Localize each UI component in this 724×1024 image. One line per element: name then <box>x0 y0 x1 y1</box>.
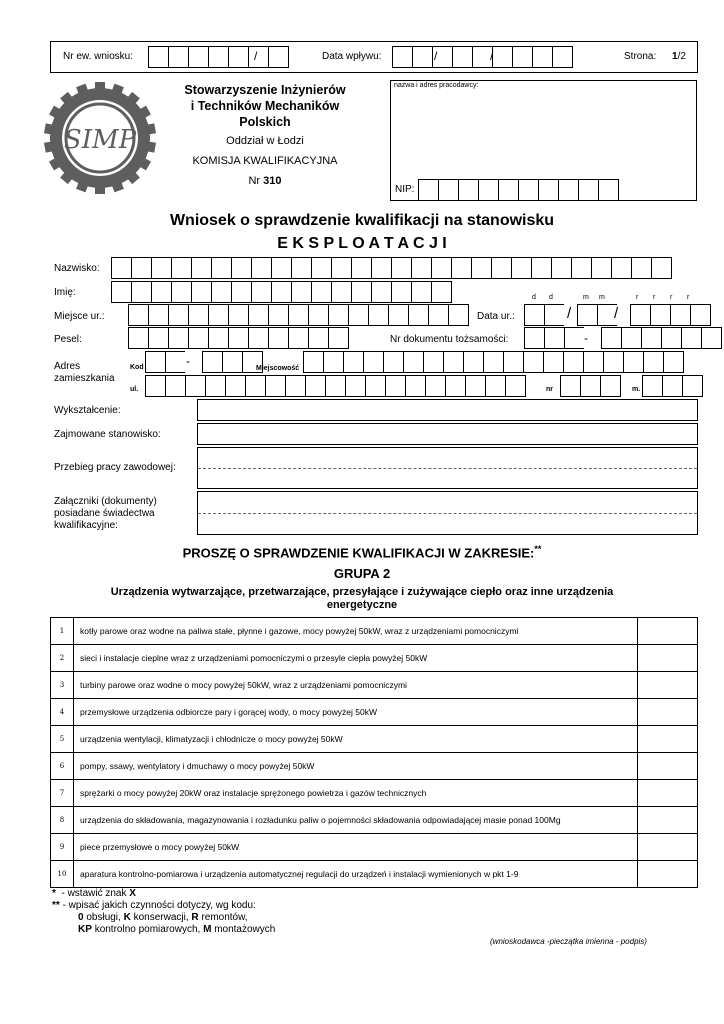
signature-caption: (wnioskodawca -pieczątka imienna - podpis) <box>490 937 647 946</box>
position-label: Zajmowane stanowisko: <box>54 429 161 440</box>
note-1-text: - wstawić znak <box>61 888 127 899</box>
education-label: Wykształcenie: <box>54 405 121 416</box>
education-field[interactable] <box>197 399 698 421</box>
scope-row <box>51 861 698 888</box>
scope-row <box>51 834 698 861</box>
page-current: 1 <box>672 51 678 62</box>
note-2 <box>52 900 256 911</box>
code-r: R <box>191 912 199 923</box>
scope-row-text: sieci i instalacje cieplne wraz z urządzeniami pomocniczymi o przesyle ciepła powyżej 50kW <box>74 645 638 672</box>
scope-row-mark-field[interactable] <box>638 726 698 753</box>
address-label-2: zamieszkania <box>54 373 115 384</box>
city-cells[interactable] <box>303 351 683 373</box>
page-number <box>672 51 686 62</box>
document-number-cells[interactable] <box>524 327 721 349</box>
career-divider <box>198 468 697 469</box>
scope-row-number: 2 <box>51 645 74 672</box>
group-subtitle-1: Urządzenia wytwarzające, przetwarzające, przesyłające i zużywające ciepło oraz inne urządzenia <box>110 586 614 598</box>
code-k-text: konserwacji, <box>133 912 189 923</box>
employer-label: nazwa i adres pracodawcy: <box>394 82 479 89</box>
flat-number-label: m. <box>632 386 641 393</box>
scope-heading-text: PROSZĘ O SPRAWDZENIE KWALIFIKACJI W ZAKRESIE: <box>182 545 535 561</box>
scope-row-number: 9 <box>51 834 74 861</box>
form-title-exploitation: E K S P L O A T A C J I <box>277 235 447 252</box>
organization-name-3: Polskich <box>239 115 291 129</box>
note-1-mark: * <box>52 888 56 899</box>
birthdate-slash-2: / <box>614 305 619 322</box>
scope-row-number: 4 <box>51 699 74 726</box>
house-number-cells[interactable] <box>560 375 620 397</box>
birthdate-slash-1: / <box>567 305 572 322</box>
scope-row-mark-field[interactable] <box>638 672 698 699</box>
form-title: Wniosek o sprawdzenie kwalifikacji na stanowisku <box>169 212 555 229</box>
postcode-label: Kod <box>130 364 144 371</box>
scope-row-text: urządzenia do składowania, magazynowania i rozładunku paliw o pojemności składowania odpowiadającej masie ponad 100Mg <box>74 807 638 834</box>
organization-block <box>160 82 370 188</box>
scope-row-number: 1 <box>51 618 74 645</box>
code-k: K <box>123 912 131 923</box>
position-field[interactable] <box>197 423 698 445</box>
house-number-label: nr <box>546 386 553 393</box>
date-hint-d2: d <box>549 294 553 301</box>
received-date-slash-2: / <box>490 49 494 63</box>
document-number-dash: - <box>584 331 588 345</box>
scope-row-text: przemysłowe urządzenia odbiorcze pary i gorącej wody, o mocy powyżej 50kW <box>74 699 638 726</box>
commission-number-value: 310 <box>263 175 282 187</box>
scope-row-text: piece przemysłowe o mocy powyżej 50kW <box>74 834 638 861</box>
attachments-label-2: posiadane świadectwa <box>54 508 155 519</box>
scope-table <box>50 617 698 888</box>
career-label: Przebieg pracy zawodowej: <box>54 462 176 473</box>
scope-row-mark-field[interactable] <box>638 699 698 726</box>
scope-row-text: pompy, ssawy, wentylatory i dmuchawy o mocy powyżej 50kW <box>74 753 638 780</box>
attachments-label-3: kwalifikacyjne: <box>54 520 118 531</box>
firstname-cells[interactable] <box>111 281 451 303</box>
received-date-label: Data wpływu: <box>322 51 382 62</box>
scope-row <box>51 753 698 780</box>
code-r-text: remontów, <box>201 912 248 923</box>
scope-row-mark-field[interactable] <box>638 618 698 645</box>
scope-row-text: kotły parowe oraz wodne na paliwa stałe, płynne i gazowe, mocy powyżej 50kW, wraz z urządzeniami pomocniczymi <box>74 618 638 645</box>
scope-row-number: 10 <box>51 861 74 888</box>
birthplace-label: Miejsce ur.: <box>54 311 105 322</box>
scope-row-mark-field[interactable] <box>638 807 698 834</box>
organization-branch: Oddział w Łodzi <box>226 135 304 147</box>
street-label: ul. <box>130 386 139 393</box>
date-hint-m2: m <box>599 294 605 301</box>
scope-heading-mark: ** <box>534 544 542 554</box>
scope-row-number: 3 <box>51 672 74 699</box>
scope-row <box>51 618 698 645</box>
note-2-mark: ** <box>52 900 60 911</box>
scope-row <box>51 699 698 726</box>
date-hint-r1: r <box>636 294 639 301</box>
group-subtitle-2: energetyczne <box>326 599 398 611</box>
pesel-cells[interactable] <box>128 327 348 349</box>
attachments-divider <box>198 513 697 514</box>
organization-name-2: i Techników Mechaników <box>190 99 340 113</box>
postcode-cells[interactable] <box>145 351 262 373</box>
note-2-text: - wpisać jakich czynności dotyczy, wg kodu: <box>62 900 256 911</box>
application-number-label: Nr ew. wniosku: <box>63 51 134 62</box>
scope-row-text: urządzenia wentylacji, klimatyzacji i chłodnicze o mocy powyżej 50kW <box>74 726 638 753</box>
address-label-1: Adres <box>54 361 81 372</box>
scope-row <box>51 780 698 807</box>
date-hint-r3: r <box>670 294 673 301</box>
document-number-label: Nr dokumentu tożsamości: <box>390 334 509 345</box>
attachments-label-1: Załączniki (dokumenty) <box>54 496 157 507</box>
scope-row <box>51 672 698 699</box>
code-0-text: obsługi, <box>86 912 121 923</box>
scope-row <box>51 807 698 834</box>
commission-number-prefix: Nr <box>248 175 261 187</box>
scope-row <box>51 726 698 753</box>
application-number-slash: / <box>254 49 258 63</box>
flat-number-cells[interactable] <box>642 375 702 397</box>
scope-row-number: 5 <box>51 726 74 753</box>
code-m-text: montażowych <box>214 924 276 935</box>
application-number-cells[interactable] <box>148 46 288 68</box>
note-codes-1 <box>78 912 248 923</box>
note-1 <box>52 888 136 899</box>
scope-row-mark-field[interactable] <box>638 834 698 861</box>
scope-row-mark-field[interactable] <box>638 645 698 672</box>
commission-name: KOMISJA KWALIFIKACYJNA <box>192 155 338 167</box>
code-m: M <box>203 924 212 935</box>
nip-label: NIP: <box>395 184 415 195</box>
birthdate-label: Data ur.: <box>477 311 515 322</box>
surname-cells[interactable] <box>111 257 671 279</box>
note-1-x: X <box>129 888 136 899</box>
page-total: /2 <box>677 51 686 62</box>
scope-row-number: 8 <box>51 807 74 834</box>
svg-text:SIMP: SIMP <box>63 125 137 155</box>
simp-logo <box>44 82 156 194</box>
group-title: GRUPA 2 <box>333 566 391 581</box>
scope-row-text: aparatura kontrolno-pomiarowa i urządzenia automatycznej regulacji do urządzeń i instalacji wymienionych w pkt 1-9 <box>74 861 638 888</box>
city-label: Miejscowość <box>256 365 300 372</box>
pesel-label: Pesel: <box>54 334 82 345</box>
postcode-dash: - <box>186 354 190 368</box>
firstname-label: Imię: <box>54 287 76 298</box>
birthplace-cells[interactable] <box>128 304 468 326</box>
surname-label: Nazwisko: <box>54 263 100 274</box>
scope-row-number: 7 <box>51 780 74 807</box>
scope-row-text: sprężarki o mocy powyżej 20kW oraz instalacje sprężonego powietrza i gazów technicznych <box>74 780 638 807</box>
scope-row-mark-field[interactable] <box>638 861 698 888</box>
code-kp: KP <box>78 924 92 935</box>
scope-heading <box>0 544 724 560</box>
date-hint-r4: r <box>687 294 690 301</box>
scope-row-mark-field[interactable] <box>638 780 698 807</box>
nip-cells[interactable] <box>418 179 618 201</box>
scope-row-text: turbiny parowe oraz wodne o mocy powyżej 50kW, wraz z urządzeniami pomocniczymi <box>74 672 638 699</box>
note-codes-2 <box>78 924 275 935</box>
received-date-slash-1: / <box>434 49 438 63</box>
scope-row-mark-field[interactable] <box>638 753 698 780</box>
scope-row-number: 6 <box>51 753 74 780</box>
street-cells[interactable] <box>145 375 525 397</box>
code-kp-text: kontrolno pomiarowych, <box>94 924 201 935</box>
commission-number <box>160 174 370 188</box>
date-hint-d1: d <box>532 294 536 301</box>
received-date-cells[interactable] <box>392 46 572 68</box>
code-0: 0 <box>78 912 84 923</box>
date-hint-m1: m <box>583 294 589 301</box>
page-label: Strona: <box>624 51 657 62</box>
scope-row <box>51 645 698 672</box>
date-hint-r2: r <box>653 294 656 301</box>
organization-name-1: Stowarzyszenie Inżynierów <box>184 83 346 97</box>
